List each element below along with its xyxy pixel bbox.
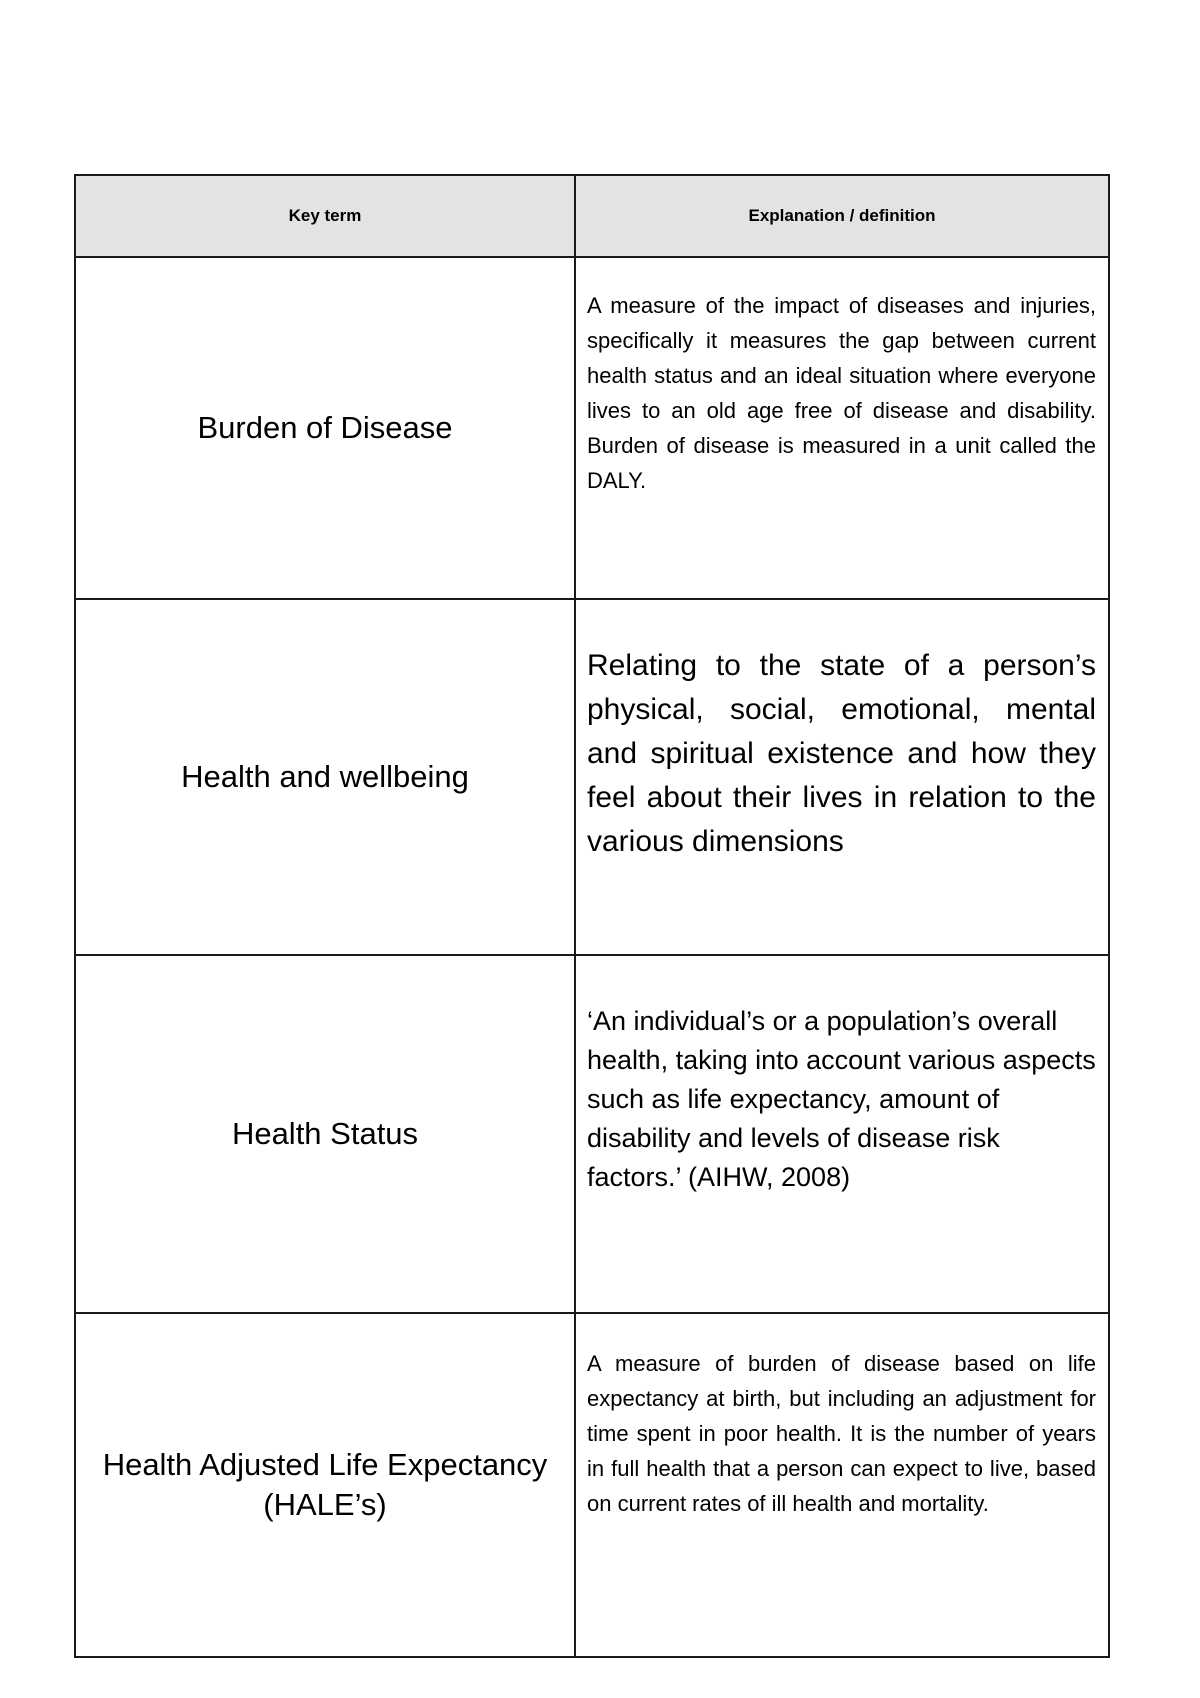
term-cell: Burden of Disease <box>75 257 575 599</box>
definition-cell: A measure of the impact of diseases and injuries, specifically it measures the gap between current health status and an ideal situation where everyone lives to an old age free of disease and disability. Burden of disease is measured in a unit called the DALY. <box>575 257 1109 599</box>
table-row <box>75 599 1109 955</box>
header-key-term: Key term <box>75 175 575 257</box>
key-terms-table <box>74 174 1110 1658</box>
table-row <box>75 955 1109 1313</box>
term-cell: Health and wellbeing <box>75 599 575 955</box>
table-row <box>75 1313 1109 1657</box>
table-row <box>75 257 1109 599</box>
definition-cell: Relating to the state of a person’s physical, social, emotional, mental and spiritual existence and how they feel about their lives in relation to the various dimensions <box>575 599 1109 955</box>
header-explanation: Explanation / definition <box>575 175 1109 257</box>
term-cell: Health Adjusted Life Expectancy (HALE’s) <box>75 1313 575 1657</box>
definition-cell: A measure of burden of disease based on life expectancy at birth, but including an adjustment for time spent in poor health. It is the number of years in full health that a person can expect to live, based on current rates of ill health and mortality. <box>575 1313 1109 1657</box>
table-header-row <box>75 175 1109 257</box>
definition-cell: ‘An individual’s or a population’s overall health, taking into account various aspects such as life expectancy, amount of disability and levels of disease risk factors.’ (AIHW, 2008) <box>575 955 1109 1313</box>
term-cell: Health Status <box>75 955 575 1313</box>
